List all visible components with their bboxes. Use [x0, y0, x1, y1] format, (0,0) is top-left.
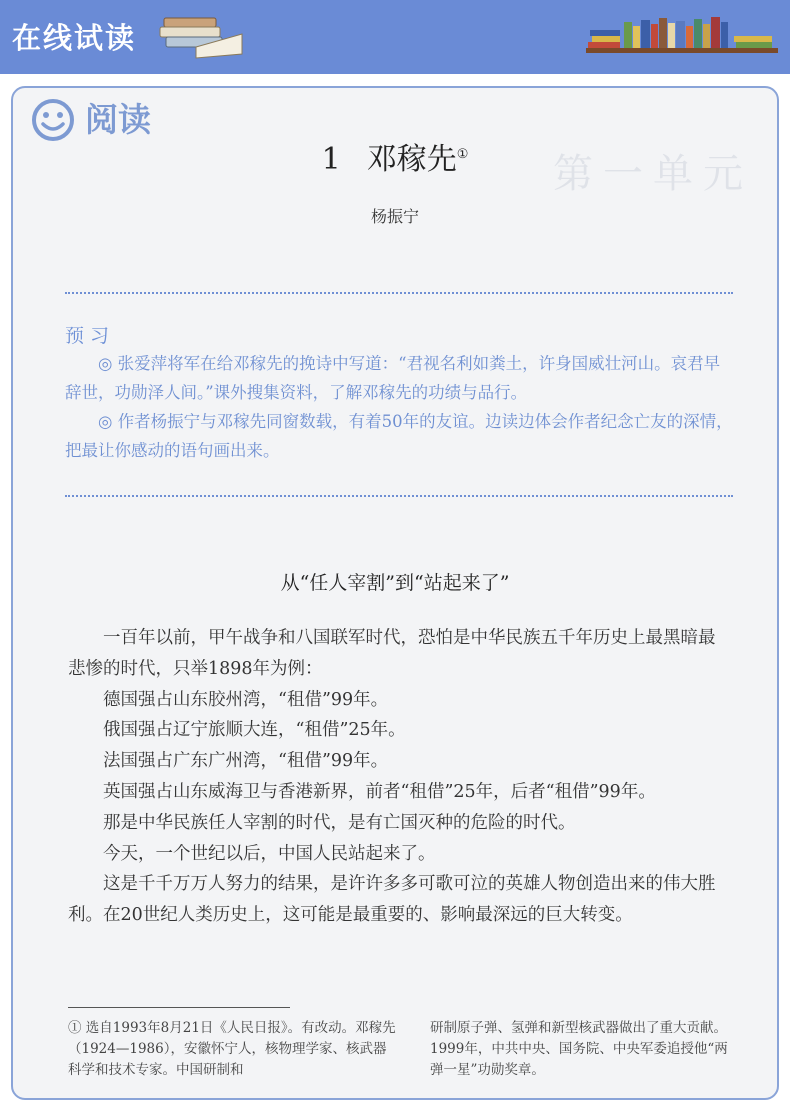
preview-item: ◎ 作者杨振宁与邓稼先同窗数载，有着50年的友谊。边读边体会作者纪念亡友的深情，把最让你感动的语句画出来。	[65, 412, 733, 460]
header-banner	[0, 0, 790, 74]
paragraph: 英国强占山东威海卫与香港新界，前者“租借”25年，后者“租借”99年。	[103, 781, 656, 802]
lesson-title	[13, 134, 777, 178]
section-label: 阅读	[85, 100, 151, 139]
paragraph: 俄国强占辽宁旅顺大连，“租借”25年。	[103, 720, 406, 741]
footnote-mark[interactable]: ①	[456, 147, 469, 162]
section-heading: 从“任人宰割”到“站起来了”	[280, 572, 510, 594]
banner-title: 在线试读	[12, 21, 137, 55]
watermark-text: 第一单元	[553, 151, 753, 197]
preview-item: ◎ 张爱萍将军在给邓稼先的挽诗中写道：“君视名利如粪土，许身国威壮河山。哀君早辞世，功勋泽人间。”课外搜集资料，了解邓稼先的功绩与品行。	[65, 354, 721, 402]
paragraph: 今天，一个世纪以后，中国人民站起来了。	[103, 843, 436, 864]
article-body	[68, 623, 728, 931]
paragraph: 法国强占广东广州湾，“租借”99年。	[103, 751, 389, 772]
books-stack-icon	[158, 14, 244, 60]
preview-section	[65, 349, 733, 465]
footnote-right: 研制原子弹、氢弹和新型核武器做出了重大贡献。1999年，中共中央、国务院、中央军委追授他“两弹一星”功勋奖章。	[430, 1020, 728, 1078]
divider-bottom	[65, 495, 733, 497]
footnote-rule	[68, 1007, 290, 1008]
lesson-number: 1	[321, 142, 341, 177]
paragraph: 一百年以前，甲午战争和八国联军时代，恐怕是中华民族五千年历史上最黑暗最悲惨的时代，只举1898年为例：	[68, 628, 716, 679]
bookshelf-icon	[586, 12, 778, 62]
page-panel	[11, 86, 779, 1100]
lesson-title-text: 邓稼先	[366, 142, 457, 177]
paragraph: 这是千千万万人努力的结果，是许许多多可歌可泣的英雄人物创造出来的伟大胜利。在20世纪人类历史上，这可能是最重要的、影响最深远的巨大转变。	[68, 874, 716, 926]
author: 杨振宁	[370, 207, 419, 226]
divider-top	[65, 292, 733, 294]
paragraph: 德国强占山东胶州湾，“租借”99年。	[103, 689, 389, 710]
footnote-left: ① 选自1993年8月21日《人民日报》。有改动。邓稼先（1924—1986），安徽怀宁人，核物理学家、核武器科学和技术专家。中国研制和	[68, 1020, 396, 1078]
paragraph: 那是中华民族任人宰割的时代，是有亡国灭种的危险的时代。	[103, 812, 576, 833]
preview-label: 预习	[65, 325, 116, 347]
